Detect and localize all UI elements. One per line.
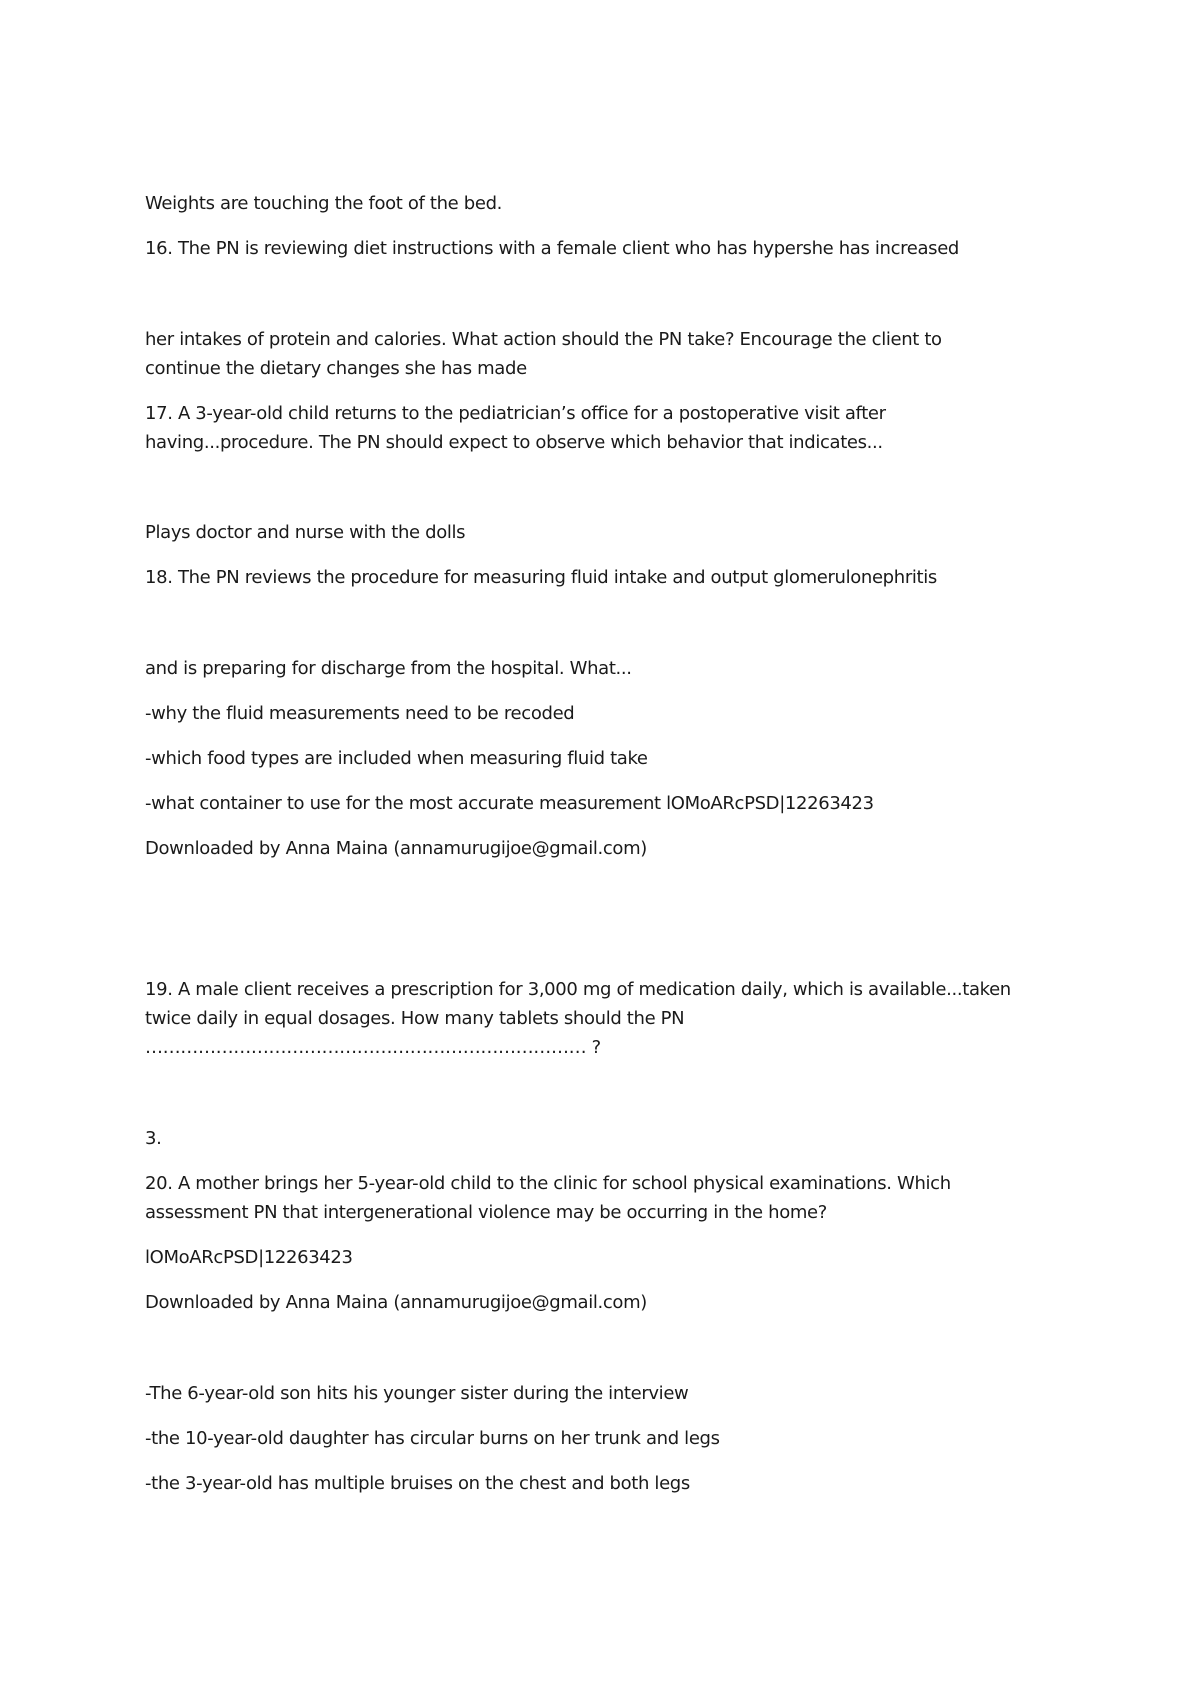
question-20-line: 20. A mother brings her 5-year-old child to the clinic for school physical examinations. Which bbox=[145, 1173, 951, 1194]
question-17-line: 17. A 3-year-old child returns to the pediatrician’s office for a postoperative visit after bbox=[145, 403, 886, 424]
list-item: -what container to use for the most accurate measurement lOMoARcPSD|12263423 bbox=[145, 793, 874, 814]
document-id: lOMoARcPSD|12263423 bbox=[145, 1247, 353, 1268]
list-item: -which food types are included when measuring fluid take bbox=[145, 748, 648, 769]
list-item: -the 3-year-old has multiple bruises on the chest and both legs bbox=[145, 1473, 690, 1494]
question-16-line: 16. The PN is reviewing diet instructions with a female client who has hypershe has increased bbox=[145, 238, 960, 259]
text-line: assessment PN that intergenerational violence may be occurring in the home? bbox=[145, 1202, 827, 1223]
text-line: 3. bbox=[145, 1128, 162, 1149]
text-line: ………………………………………………………………… ? bbox=[145, 1037, 601, 1058]
question-18-line: 18. The PN reviews the procedure for measuring fluid intake and output glomerulonephritis bbox=[145, 567, 937, 588]
download-footer: Downloaded by Anna Maina (annamurugijoe@gmail.com) bbox=[145, 1292, 647, 1313]
text-line: her intakes of protein and calories. What action should the PN take? Encourage the client to bbox=[145, 329, 942, 350]
text-line: and is preparing for discharge from the hospital. What... bbox=[145, 658, 632, 679]
list-item: -the 10-year-old daughter has circular burns on her trunk and legs bbox=[145, 1428, 720, 1449]
text-line: Plays doctor and nurse with the dolls bbox=[145, 522, 466, 543]
question-19-line: 19. A male client receives a prescription for 3,000 mg of medication daily, which is available...taken bbox=[145, 979, 1011, 1000]
text-line: twice daily in equal dosages. How many tablets should the PN bbox=[145, 1008, 685, 1029]
text-line: Weights are touching the foot of the bed. bbox=[145, 193, 503, 214]
list-item: -The 6-year-old son hits his younger sister during the interview bbox=[145, 1383, 689, 1404]
download-footer: Downloaded by Anna Maina (annamurugijoe@gmail.com) bbox=[145, 838, 647, 859]
list-item: -why the fluid measurements need to be recoded bbox=[145, 703, 575, 724]
text-line: continue the dietary changes she has made bbox=[145, 358, 527, 379]
text-line: having...procedure. The PN should expect to observe which behavior that indicates... bbox=[145, 432, 883, 453]
